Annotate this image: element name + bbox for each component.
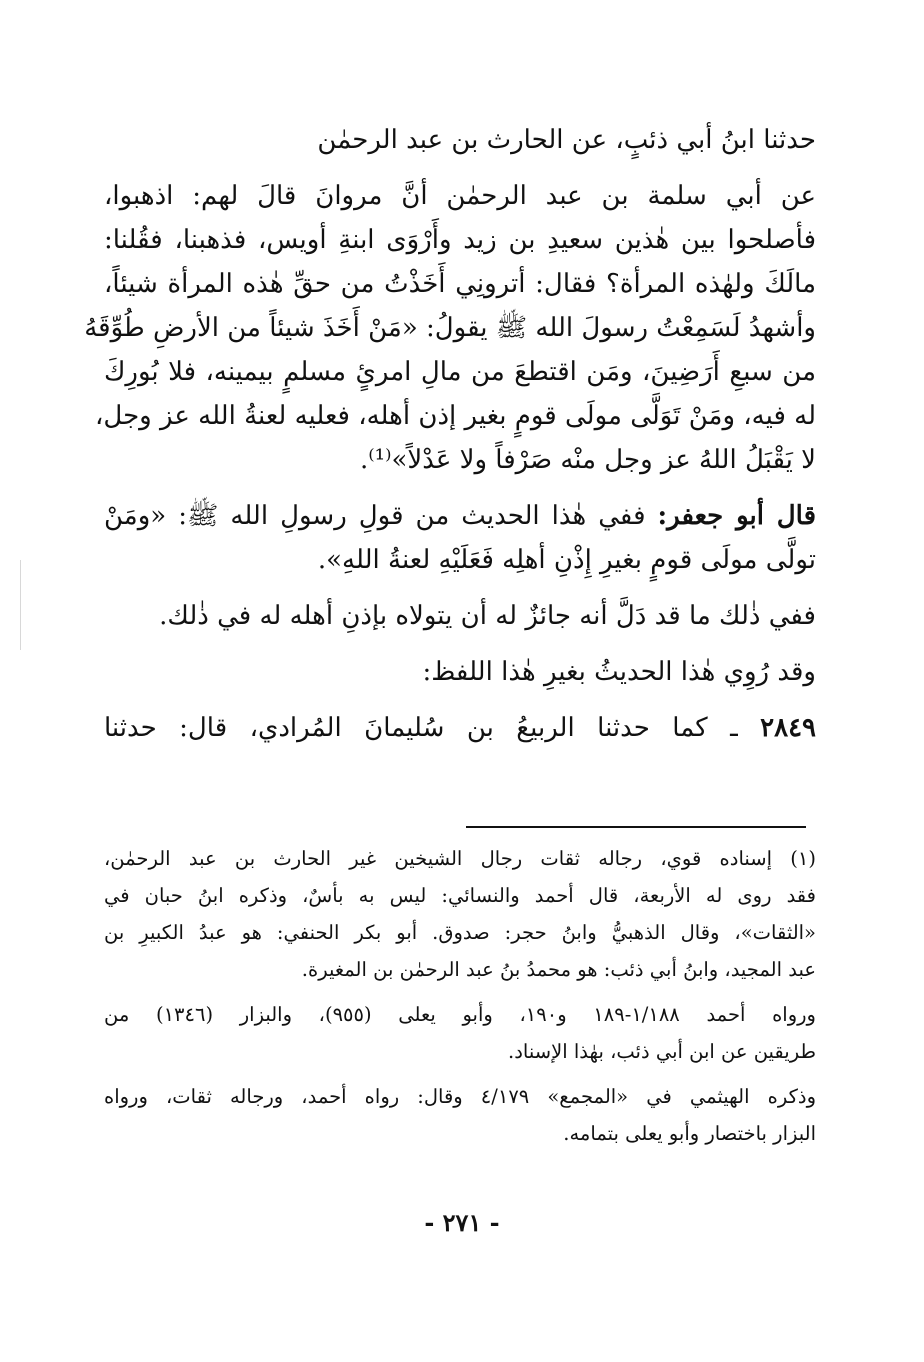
text-line: لا يَقْبَلُ اللهُ عز وجل منْه صَرْفاً ولا عَدْلاً»⁽¹⁾. [360, 445, 816, 475]
text-line: من سبعِ أَرَضِينَ، ومَن اقتطعَ من مالِ امرئٍ مسلمٍ بيمينه، فلا بُورِكَ [104, 357, 816, 387]
paragraph-abu-jafar [104, 494, 816, 582]
paragraph-hadith [84, 174, 816, 482]
text-line: وأشهدُ لَسَمِعْتُ رسولَ الله ﷺ يقولُ: «مَنْ أَخَذَ شيئاً من الأرضِ طُوِّقَهُ [84, 313, 816, 343]
footnote-block [104, 1078, 816, 1152]
text-line: عن أبي سلمة بن عبد الرحمٰن أنَّ مروانَ قالَ لهم: اذهبوا، [104, 181, 816, 211]
main-text [84, 118, 817, 750]
footnote-line: (١) إسناده قوي، رجاله ثقات رجال الشيخين غير الحارث بن عبد الرحمٰن، [104, 847, 816, 870]
hadith-line [104, 706, 816, 750]
text-span: ـ كما حدثنا الربيعُ بن سُليمانَ المُرادي، قال: حدثنا [104, 713, 738, 743]
footnotes [104, 840, 816, 1152]
page-number: - ٢٧١ - [424, 1208, 500, 1237]
paragraph-variant: وقد رُوِي هٰذا الحديثُ بغيرِ هٰذا اللفظ: [422, 657, 816, 687]
paragraph-conclusion: ففي ذٰلك ما قد دَلَّ أنه جائزٌ له أن يتولاه بإذنِ أهله له في ذٰلك. [159, 601, 816, 631]
text-line: تولَّى مولَى قومٍ بغيرِ إِذْنِ أهلِه فَعَلَيْهِ لعنةُ اللهِ». [317, 545, 816, 575]
footnote-line: البزار باختصار وأبو يعلى بتمامه. [563, 1122, 816, 1145]
text-span: ففي هٰذا الحديث من قولِ رسولِ الله ﷺ: «ومَنْ [104, 501, 646, 531]
footnote-separator [466, 826, 806, 828]
scan-edge-mark [20, 560, 21, 650]
hadith-number: ٢٨٤٩ [760, 713, 817, 743]
text-line: مالَكَ ولهٰذه المرأة؟ فقال: أترونِي أَخَذْتُ من حقِّ هٰذه المرأة شيئاً، [104, 269, 816, 299]
footnote-line: ورواه أحمد ١/١٨٨-١٨٩ و١٩٠، وأبو يعلى (٩٥٥)، والبزار (١٣٤٦) من [104, 1003, 816, 1026]
footnote-line: وذكره الهيثمي في «المجمع» ٤/١٧٩ وقال: رواه أحمد، ورجاله ثقات، ورواه [104, 1085, 816, 1108]
footnote-line: طريقين عن ابن أبي ذئب، بهٰذا الإسناد. [508, 1040, 816, 1063]
text-line [104, 494, 816, 538]
footnote-block [104, 840, 816, 988]
footnote-line: عبد المجيد، وابنُ أبي ذئب: هو محمدُ بنُ عبد الرحمٰن بن المغيرة. [301, 958, 816, 981]
text-line: له فيه، ومَنْ تَوَلَّى مولَى قومٍ بغير إذن أهله، فعليه لعنةُ الله عز وجل، [95, 401, 816, 431]
speaker-label: قال أبو جعفر: [657, 501, 817, 531]
footnote-line: فقد روى له الأربعة، قال أحمد والنسائي: ليس به بأسٌ، وذكره ابنُ حبان في [104, 884, 816, 907]
intro-line: حدثنا ابنُ أبي ذئبٍ، عن الحارث بن عبد الرحمٰن [317, 125, 816, 155]
text-line: فأصلحوا بين هٰذين سعيدِ بن زيد وأَرْوَى ابنةِ أويس، فذهبنا، فقُلنا: [104, 225, 816, 255]
footnote-block [104, 996, 816, 1070]
footnote-line: «الثقات»، وقال الذهبيُّ وابنُ حجر: صدوق. أبو بكر الحنفي: هو عبدُ الكبيرِ بن [104, 921, 816, 944]
